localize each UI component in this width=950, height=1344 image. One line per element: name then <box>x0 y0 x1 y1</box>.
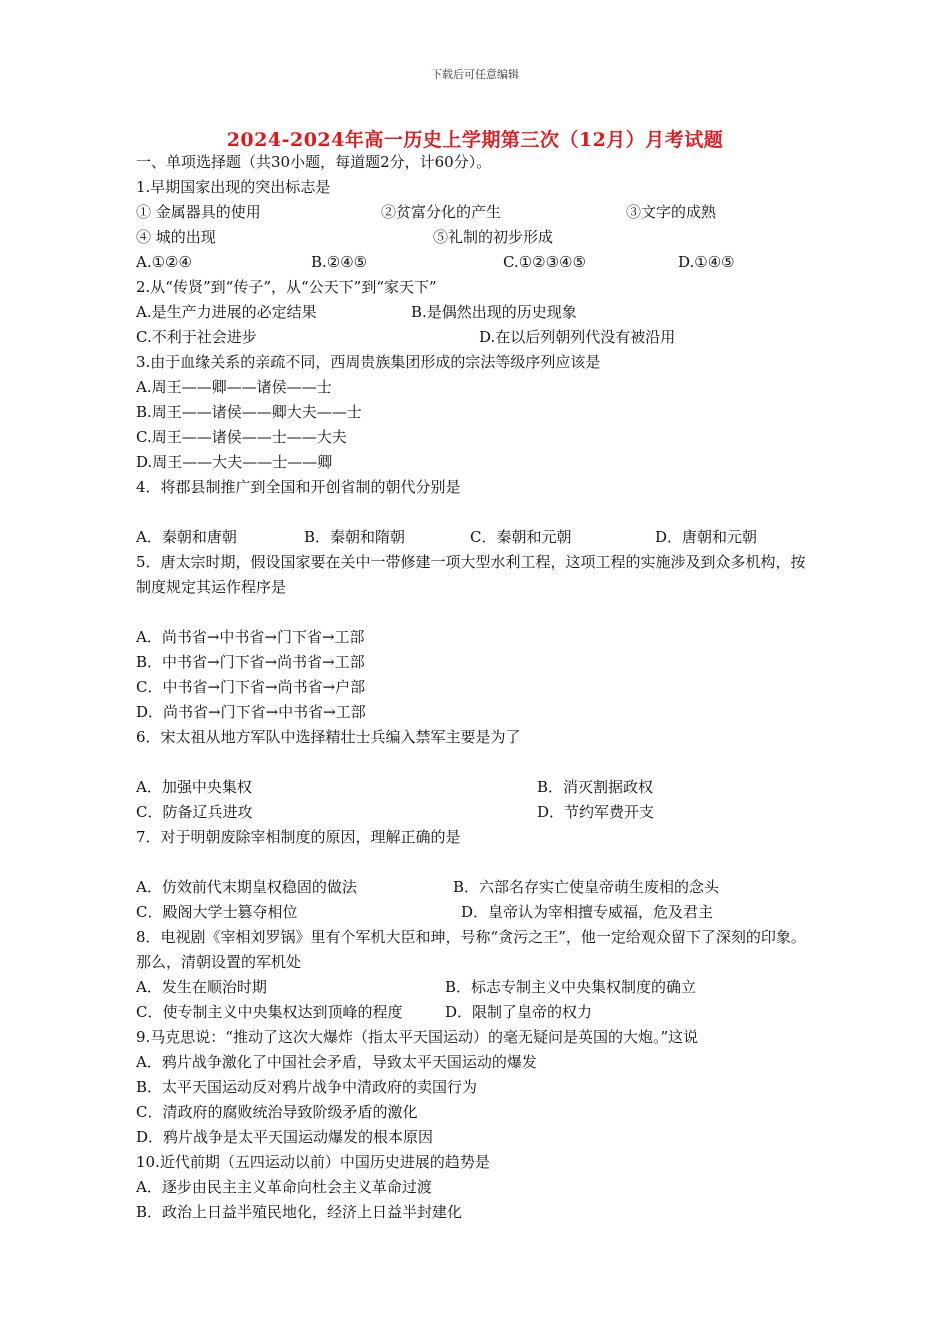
option-a: A.是生产力进展的必定结果 <box>136 303 317 321</box>
option-a: A．鸦片战争激化了中国社会矛盾，导致太平天国运动的爆发 <box>136 1053 537 1071</box>
option-c: C.不利于社会进步 <box>136 328 257 346</box>
option-d: D．皇帝认为宰相擅专威福，危及君主 <box>461 903 714 921</box>
q1-item-1: ① 金属器具的使用 <box>136 203 261 221</box>
option-b: B．太平天国运动反对鸦片战争中清政府的卖国行为 <box>136 1078 478 1096</box>
option-d: D.周王——大夫——士——卿 <box>136 453 333 471</box>
question-stem: 3.由于血缘关系的亲疏不同，西周贵族集团形成的宗法等级序列应该是 <box>136 353 601 371</box>
option-b: B.②④⑤ <box>311 253 368 271</box>
option-d: D.在以后列朝列代没有被沿用 <box>479 328 676 346</box>
option-b: B．中书省→门下省→尚书省→工部 <box>136 653 365 671</box>
option-c: C．使专制主义中央集权达到顶峰的程度 <box>136 1003 403 1021</box>
option-d: D．唐朝和元朝 <box>655 528 758 546</box>
option-c: C．中书省→门下省→尚书省→户部 <box>136 678 366 696</box>
option-a: A．加强中央集权 <box>136 778 252 796</box>
q4-options <box>136 525 816 550</box>
option-c: C．清政府的腐败统治导致阶级矛盾的激化 <box>136 1103 418 1121</box>
option-b: B．消灭割据政权 <box>537 778 654 796</box>
question-stem: 7．对于明朝废除宰相制度的原因，理解正确的是 <box>136 828 461 846</box>
option-b: B.周王——诸侯——卿大夫——士 <box>136 403 362 421</box>
option-c: C．秦朝和元朝 <box>470 528 572 546</box>
option-c: C．防备辽兵进攻 <box>136 803 253 821</box>
question-stem: 1.早期国家出现的突出标志是 <box>136 178 331 196</box>
q6-options-row-1 <box>136 775 816 800</box>
q1-options <box>136 250 816 275</box>
option-c: C．殿阁大学士篡夺相位 <box>136 903 298 921</box>
question-stem: 6．宋太祖从地方军队中选择精壮士兵编入禁军主要是为了 <box>136 728 521 746</box>
exam-content <box>136 150 816 1225</box>
q7-options-row-2 <box>136 900 816 925</box>
q1-items-row-1 <box>136 200 816 225</box>
option-a: A．发生在顺治时期 <box>136 978 267 996</box>
option-a: A．仿效前代末期皇权稳固的做法 <box>136 878 357 896</box>
q1-item-3: ③文字的成熟 <box>626 203 717 221</box>
page-title: 2024-2024年高一历史上学期第三次（12月）月考试题 <box>226 129 724 151</box>
header-note: 下载后可任意编辑 <box>431 68 519 81</box>
q1-item-2: ②贫富分化的产生 <box>381 203 502 221</box>
q1-item-4: ④ 城的出现 <box>136 228 216 246</box>
q8-options-row-2 <box>136 1000 816 1025</box>
question-stem: 2.从“传贤”到“传子”，从“公天下”到“家天下” <box>136 278 437 296</box>
q8-options-row-1 <box>136 975 816 1000</box>
option-a: A．尚书省→中书省→门下省→工部 <box>136 628 365 646</box>
option-a: A.①②④ <box>136 253 192 271</box>
question-stem: 10.近代前期（五四运动以前）中国历史进展的趋势是 <box>136 1153 490 1171</box>
option-b: B．六部名存实亡使皇帝萌生废相的念头 <box>453 878 720 896</box>
question-stem: 9.马克思说：“推动了这次大爆炸（指太平天国运动）的毫无疑问是英国的大炮。”这说 <box>136 1028 699 1046</box>
q1-item-5: ⑤礼制的初步形成 <box>433 228 554 246</box>
option-b: B．标志专制主义中央集权制度的确立 <box>445 978 697 996</box>
option-b: B.是偶然出现的历史现象 <box>411 303 577 321</box>
q2-options-row-2 <box>136 325 816 350</box>
option-b: B．政治上日益半殖民地化，经济上日益半封建化 <box>136 1203 463 1221</box>
option-d: D．节约军费开支 <box>537 803 655 821</box>
section-heading: 一、单项选择题（共30小题，每道题2分，计60分）。 <box>136 153 492 171</box>
option-d: D．尚书省→门下省→中书省→工部 <box>136 703 366 721</box>
option-c: C.周王——诸侯——士——大夫 <box>136 428 347 446</box>
q1-items-row-2 <box>136 225 816 250</box>
option-a: A．秦朝和唐朝 <box>136 528 237 546</box>
option-d: D.①④⑤ <box>678 253 735 271</box>
question-stem: 8．电视剧《宰相刘罗锅》里有个军机大臣和珅，号称“贪污之王”，他一定给观众留下了深刻的印象。那么，清朝设置的军机处 <box>136 928 806 971</box>
option-d: D．限制了皇帝的权力 <box>445 1003 593 1021</box>
option-a: A．逐步由民主主义革命向杜会主义革命过渡 <box>136 1178 432 1196</box>
q2-options-row-1 <box>136 300 816 325</box>
option-d: D．鸦片战争是太平天国运动爆发的根本原因 <box>136 1128 434 1146</box>
question-stem: 5．唐太宗时期，假设国家要在关中一带修建一项大型水利工程，这项工程的实施涉及到众多机构，按制度规定其运作程序是 <box>136 553 806 596</box>
question-stem: 4．将郡县制推广到全国和开创省制的朝代分别是 <box>136 478 461 496</box>
q6-options-row-2 <box>136 800 816 825</box>
option-c: C.①②③④⑤ <box>503 253 586 271</box>
option-b: B．秦朝和隋朝 <box>304 528 406 546</box>
q7-options-row-1 <box>136 875 816 900</box>
option-a: A.周王——卿——诸侯——士 <box>136 378 332 396</box>
